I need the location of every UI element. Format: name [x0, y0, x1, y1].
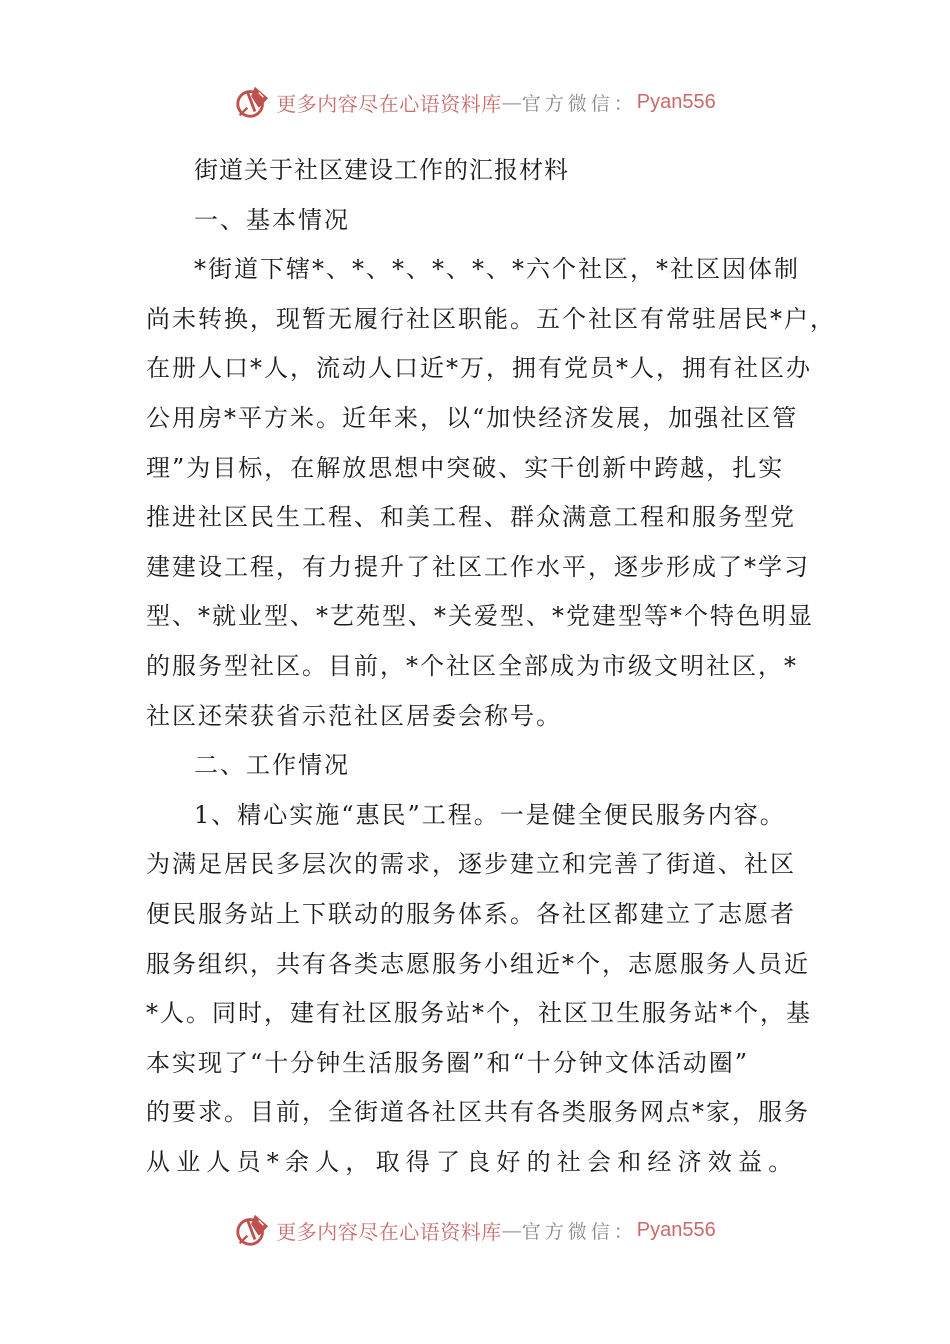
pen-logo-icon [234, 1211, 272, 1249]
banner-brand-text: 更多内容尽在心语资料库 [276, 1219, 502, 1244]
paragraph-line: 在册人口*人，流动人口近*万，拥有党员*人，拥有社区办 [146, 354, 812, 383]
paragraph-line: 社区还荣获省示范社区居委会称号。 [146, 701, 562, 730]
banner-wechat-label: 官方微信： [521, 92, 637, 115]
footer-banner [0, 1208, 950, 1252]
paragraph-line: 型、*就业型、*艺苑型、*关爱型、*党建型等*个特色明显 [146, 602, 814, 631]
banner-wechat-label: 官方微信： [521, 1220, 637, 1243]
banner-separator: — [501, 1218, 522, 1242]
section-heading: 一、基本情况 [194, 205, 350, 234]
paragraph-line: 本实现了“十分钟生活服务圈”和“十分钟文体活动圈” [146, 1048, 750, 1077]
paragraph-line: 服务组织，共有各类志愿服务小组近*个，志愿服务人员近 [146, 949, 810, 978]
paragraph-line: 的要求。目前，全街道各社区共有各类服务网点*家，服务 [146, 1098, 810, 1127]
banner-wechat-id: Pyan556 [636, 1218, 716, 1241]
section-heading: 二、工作情况 [194, 751, 350, 780]
pen-logo-icon [234, 83, 272, 121]
paragraph-line: 从业人员*余人，取得了良好的社会和经济效益。 [146, 1147, 799, 1176]
document-body [146, 146, 836, 1187]
paragraph-line: 推进社区民生工程、和美工程、群众满意工程和服务型党 [146, 503, 796, 532]
document-title: 街道关于社区建设工作的汇报材料 [194, 156, 569, 184]
banner-content [234, 1211, 715, 1249]
banner-brand-text: 更多内容尽在心语资料库 [276, 91, 502, 116]
paragraph-line: 1、精心实施“惠民”工程。一是健全便民服务内容。 [194, 800, 786, 829]
banner-content [234, 83, 715, 121]
header-banner [0, 80, 950, 124]
paragraph-line: *街道下辖*、*、*、*、*、*六个社区，*社区因体制 [194, 255, 800, 284]
paragraph-line: 便民服务站上下联动的服务体系。各社区都建立了志愿者 [146, 899, 796, 928]
paragraph-line: 尚未转换，现暂无履行社区职能。五个社区有常驻居民*户， [146, 304, 836, 333]
paragraph-line: 理”为目标，在解放思想中突破、实干创新中跨越，扎实 [146, 453, 785, 482]
paragraph-line: 为满足居民多层次的需求，逐步建立和完善了街道、社区 [146, 850, 796, 879]
paragraph-line: 的服务型社区。目前，*个社区全部成为市级文明社区，* [146, 651, 798, 680]
paragraph-line: 建建设工程，有力提升了社区工作水平，逐步形成了*学习 [146, 552, 810, 581]
banner-separator: — [501, 90, 522, 114]
paragraph-line: *人。同时，建有社区服务站*个，社区卫生服务站*个，基 [146, 999, 812, 1028]
paragraph-line: 公用房*平方米。近年来，以“加快经济发展，加强社区管 [146, 403, 799, 432]
banner-wechat-id: Pyan556 [636, 90, 716, 113]
